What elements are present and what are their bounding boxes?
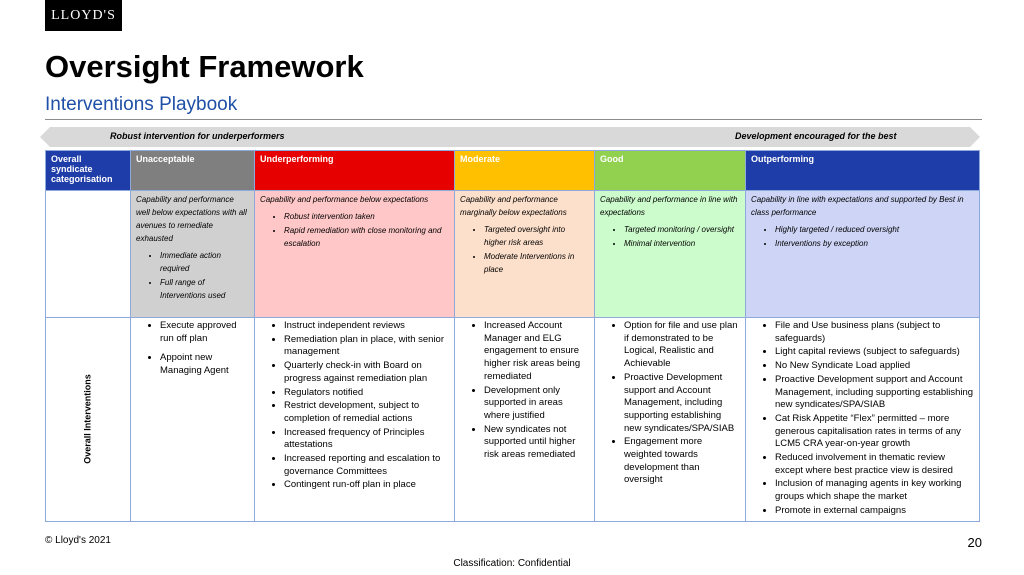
intervention-item: • Instruct independent reviews <box>284 320 449 333</box>
intervention-item: • Inclusion of managing agents in key working groups which shape the market <box>775 478 974 503</box>
intervention-item: • No New Syndicate Load applied <box>775 360 974 373</box>
description-bullet: • Highly targeted / reduced oversight <box>775 223 974 236</box>
description-row-label <box>46 191 131 318</box>
arrow-left-label: Robust intervention for underperformers <box>110 131 285 141</box>
interventions-row-label-cell <box>46 318 131 522</box>
description-bullet: • Targeted oversight into higher risk areas <box>484 223 589 249</box>
description-row <box>46 191 980 318</box>
header-unacceptable: Unacceptable <box>131 151 255 191</box>
intervention-item: • Appoint new Managing Agent <box>160 352 249 377</box>
intervention-item: • Execute approved run off plan <box>160 320 249 345</box>
header-row <box>46 151 980 191</box>
interventions-moderate <box>455 318 595 522</box>
intervention-item: • Promote in external campaigns <box>775 505 974 518</box>
page-title: Oversight Framework <box>45 49 364 84</box>
interventions-underperforming <box>255 318 455 522</box>
intervention-item: • Proactive Development support and Account Management, including supporting establishing new syndicates/SPA/SIAB <box>624 372 740 436</box>
intervention-item: • Increased reporting and escalation to governance Committees <box>284 453 449 478</box>
intervention-item: • New syndicates not supported until higher risk areas remediated <box>484 424 589 462</box>
oversight-table <box>45 150 980 522</box>
description-bullet: • Full range of Interventions used <box>160 276 249 302</box>
intervention-item: • Contingent run-off plan in place <box>284 479 449 492</box>
intervention-item: • Light capital reviews (subject to safeguards) <box>775 346 974 359</box>
description-intro: Capability and performance in line with expectations <box>600 195 738 217</box>
page-number: 20 <box>967 535 982 550</box>
intervention-item: • Option for file and use plan if demonstrated to be Logical, Realistic and Achievable <box>624 320 740 371</box>
intervention-item: • Regulators notified <box>284 387 449 400</box>
intervention-item: • Proactive Development support and Account Management, including supporting establishing new syndicates/SPA/SIAB <box>775 374 974 412</box>
page-subtitle: Interventions Playbook <box>45 94 238 115</box>
classification-label: Classification: Confidential <box>453 558 571 569</box>
header-outperforming: Outperforming <box>746 151 980 191</box>
title-divider <box>45 119 982 120</box>
intervention-item: • Development only supported in areas where justified <box>484 385 589 423</box>
description-outperforming <box>746 191 980 318</box>
intervention-item: • Restrict development, subject to completion of remedial actions <box>284 400 449 425</box>
description-bullet: • Immediate action required <box>160 249 249 275</box>
intervention-item: • Remediation plan in place, with senior management <box>284 334 449 359</box>
description-bullet: • Rapid remediation with close monitoring and escalation <box>284 224 449 250</box>
description-intro: Capability and performance well below expectations with all avenues to remediate exhausted <box>136 195 247 243</box>
intervention-item: • Increased Account Manager and ELG engagement to ensure higher risk areas being remediated <box>484 320 589 384</box>
intervention-item: • Quarterly check-in with Board on progress against remediation plan <box>284 360 449 385</box>
copyright-notice: © Lloyd's 2021 <box>45 535 111 546</box>
intervention-item: • File and Use business plans (subject to safeguards) <box>775 320 974 345</box>
description-moderate <box>455 191 595 318</box>
intervention-item: • Increased frequency of Principles attestations <box>284 427 449 452</box>
description-intro: Capability and performance below expectations <box>260 195 429 204</box>
description-underperforming <box>255 191 455 318</box>
description-bullet: • Minimal intervention <box>624 237 740 250</box>
interventions-unacceptable <box>131 318 255 522</box>
header-moderate: Moderate <box>455 151 595 191</box>
description-good <box>595 191 746 318</box>
interventions-good <box>595 318 746 522</box>
interventions-outperforming <box>746 318 980 522</box>
header-categorisation: Overall syndicate categorisation <box>46 151 131 191</box>
intervention-item: • Engagement more weighted towards development than oversight <box>624 436 740 487</box>
header-underperforming: Underperforming <box>255 151 455 191</box>
description-bullet: • Targeted monitoring / oversight <box>624 223 740 236</box>
description-intro: Capability in line with expectations and supported by Best in class performance <box>751 195 964 217</box>
description-unacceptable <box>131 191 255 318</box>
lloyds-logo: LLOYD'S <box>45 0 122 31</box>
description-bullet: • Moderate Interventions in place <box>484 250 589 276</box>
interventions-row <box>46 318 980 522</box>
intervention-item: • Cat Risk Appetite “Flex” permitted – more generous capitalisation rates in terms of any LCM5 CRA year-on-year growth <box>775 413 974 451</box>
description-intro: Capability and performance marginally below expectations <box>460 195 567 217</box>
description-bullet: • Interventions by exception <box>775 237 974 250</box>
intervention-item: • Reduced involvement in thematic review except where best practice view is desired <box>775 452 974 477</box>
header-good: Good <box>595 151 746 191</box>
arrow-right-label: Development encouraged for the best <box>735 131 897 141</box>
interventions-row-label: Overall Interventions <box>82 374 93 465</box>
description-bullet: • Robust intervention taken <box>284 210 449 223</box>
